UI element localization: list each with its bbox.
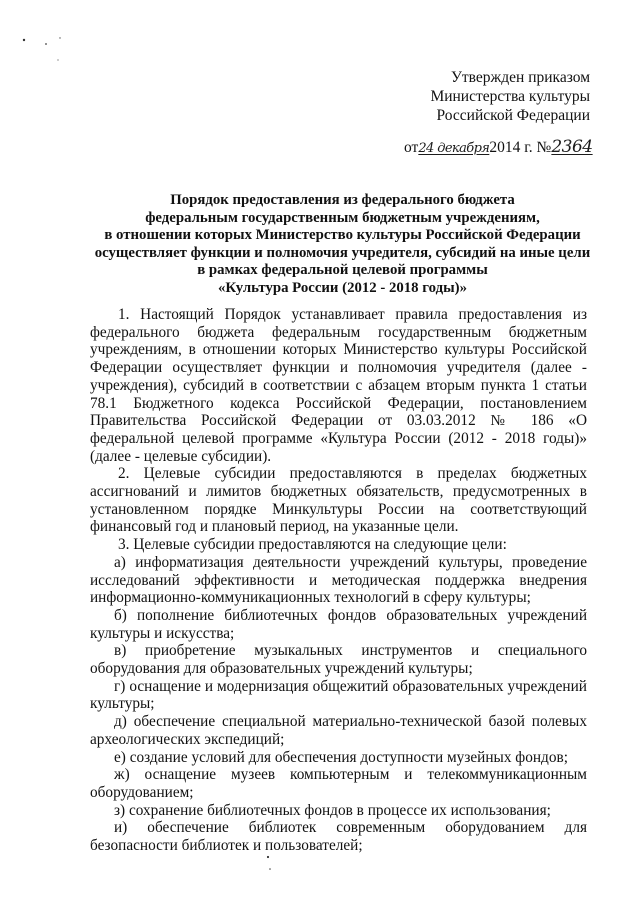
list-item: б) пополнение библиотечных фондов образовательных учреждений культуры и искусства; bbox=[90, 606, 587, 642]
approval-line-1: Утвержден приказом bbox=[450, 69, 590, 86]
title-line: осуществляет функции и полномочия учредителя, субсидий на иные цели bbox=[94, 244, 591, 261]
paragraph-1: 1. Настоящий Порядок устанавливает правила предоставления из федерального бюджета федеральным государственным бюджетным учреждениям, в отношении которых Министерство культуры Российской Федерации осуществляет функции и полномочия учредителя (далее - учреждения), субсидий в соответствии с абзацем вторым пункта 1 статьи 78.1 Бюджетного кодекса Российской Федерации, постановлением Правительства Российской Федерации от 03.03.2012 № 186 «О федеральной целевой программе «Культура России (2012 - 2018 годы)» (далее - целевые субсидии). bbox=[90, 306, 587, 465]
approval-line-3: Российской Федерации bbox=[436, 107, 590, 124]
paragraph-3: 3. Целевые субсидии предоставляются на следующие цели: bbox=[118, 536, 507, 554]
document-title bbox=[70, 192, 615, 298]
list-item: а) информатизация деятельности учреждений культуры, проведение исследований эффективности и методическая поддержка внедрения информационно-коммуникационных технологий в сферу культуры; bbox=[90, 553, 587, 607]
title-line: в рамках федеральной целевой программы bbox=[197, 262, 488, 279]
approval-line-2: Министерства культуры bbox=[430, 88, 590, 105]
title-line: Порядок предоставления из федерального бюджета bbox=[170, 192, 515, 208]
document-body bbox=[90, 306, 587, 855]
list-item: в) приобретение музыкальных инструментов и специального оборудования для образовательных учреждений культуры; bbox=[90, 642, 587, 678]
order-prefix: от bbox=[404, 139, 419, 156]
list-item: е) создание условий для обеспечения доступности музейных фондов; bbox=[114, 748, 568, 766]
title-line: «Культура России (2012 - 2018 годы)» bbox=[218, 279, 467, 296]
handwritten-date: 24 декабря bbox=[418, 141, 490, 156]
list-item: з) сохранение библиотечных фондов в процессе их использования; bbox=[114, 801, 551, 819]
list-item: д) обеспечение специальной материально-технической базой полевых археологических экспедиций; bbox=[90, 713, 587, 748]
list-item: и) обеспечение библиотек современным оборудованием для безопасности библиотек и пользователей; bbox=[90, 819, 587, 855]
title-line: в отношении которых Министерство культуры Российской Федерации bbox=[104, 227, 581, 244]
approval-block bbox=[405, 68, 590, 125]
handwritten-order-number: 2364 bbox=[551, 137, 593, 157]
paragraph-2: 2. Целевые субсидии предоставляются в пределах бюджетных ассигнований и лимитов бюджетных обязательств, предусмотренных в установленном порядке Минкультуры России на соответствующий финансовый год и плановый период, на указанные цели. bbox=[90, 465, 587, 536]
order-year: 2014 г. № bbox=[489, 139, 552, 156]
title-line: федеральным государственным бюджетным учреждениям, bbox=[145, 209, 540, 226]
list-item: ж) оснащение музеев компьютерным и телекоммуникационным оборудованием; bbox=[90, 766, 587, 801]
order-date-number bbox=[404, 137, 609, 159]
list-item: г) оснащение и модернизация общежитий образовательных учреждений культуры; bbox=[90, 677, 587, 713]
